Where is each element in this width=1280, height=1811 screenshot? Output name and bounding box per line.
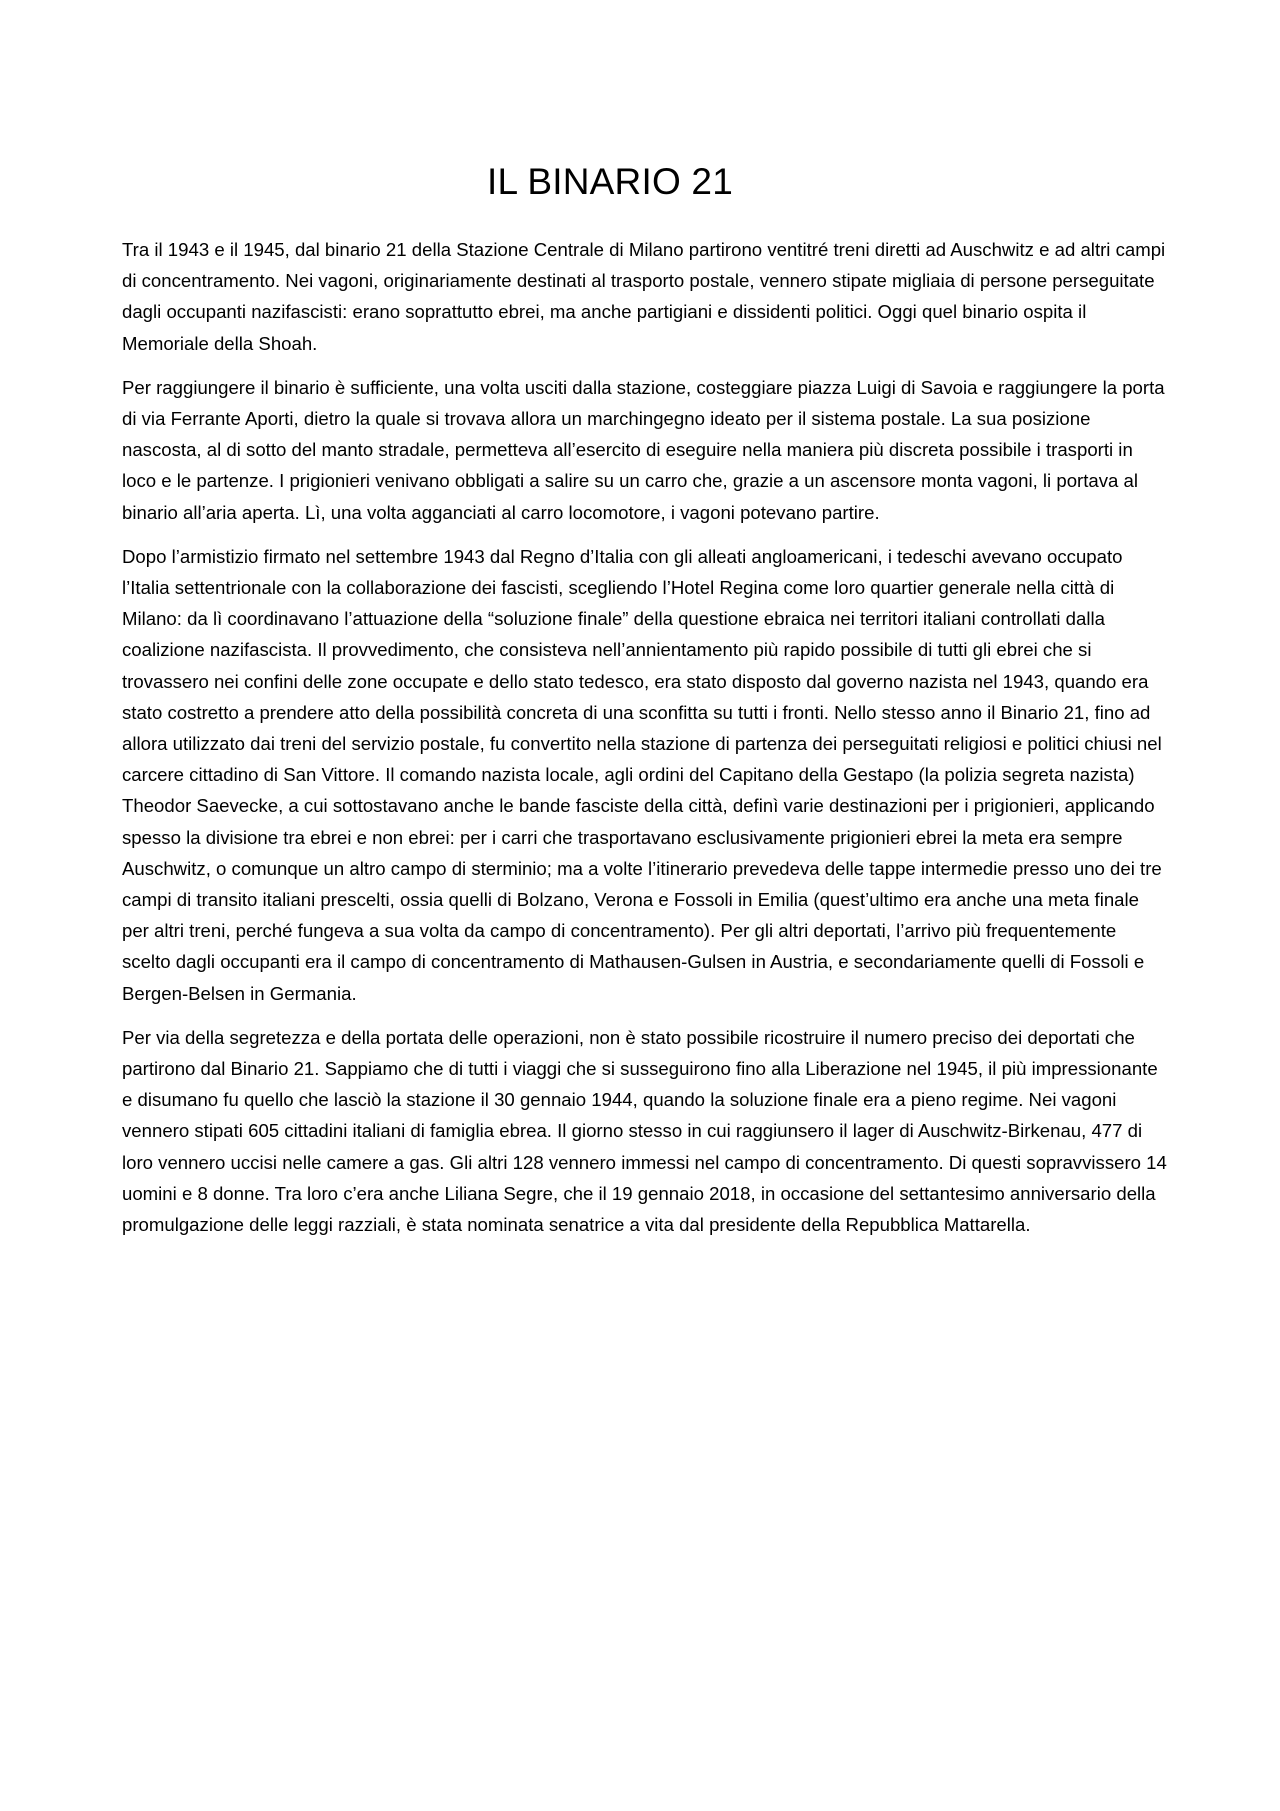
- paragraph-3: Dopo l’armistizio firmato nel settembre 1943 dal Regno d’Italia con gli alleati angloamericani, i tedeschi avevano occupato l’Italia settentrionale con la collaborazione dei fascisti, scegliendo l’Hotel Regina come loro quartier generale nella città di Milano: da lì coordinavano l’attuazione della “soluzione finale” della questione ebraica nei territori italiani controllati dalla coalizione nazifascista. Il provvedimento, che consisteva nell’annientamento più rapido possibile di tutti gli ebrei che si trovassero nei confini delle zone occupate e dello stato tedesco, era stato disposto dal governo nazista nel 1943, quando era stato costretto a prendere atto della possibilità concreta di una sconfitta su tutti i fronti. Nello stesso anno il Binario 21, fino ad allora utilizzato dai treni del servizio postale, fu convertito nella stazione di partenza dei perseguitati religiosi e politici chiusi nel carcere cittadino di San Vittore. Il comando nazista locale, agli ordini del Capitano della Gestapo (la polizia segreta nazista) Theodor Saevecke, a cui sottostavano anche le bande fasciste della città, definì varie destinazioni per i prigionieri, applicando spesso la divisione tra ebrei e non ebrei: per i carri che trasportavano esclusivamente prigionieri ebrei la meta era sempre Auschwitz, o comunque un altro campo di sterminio; ma a volte l’itinerario prevedeva delle tappe intermedie presso uno dei tre campi di transito italiani prescelti, ossia quelli di Bolzano, Verona e Fossoli in Emilia (quest’ultimo era anche una meta finale per altri treni, perché fungeva a sua volta da campo di concentramento). Per gli altri deportati, l’arrivo più frequentemente scelto dagli occupanti era il campo di concentramento di Mathausen-Gulsen in Austria, e secondariamente quelli di Fossoli e Bergen-Belsen in Germania.: [122, 545, 1162, 1004]
- paragraph-2: Per raggiungere il binario è sufficiente, una volta usciti dalla stazione, costeggiare piazza Luigi di Savoia e raggiungere la porta di via Ferrante Aporti, dietro la quale si trovava allora un marchingegno ideato per il sistema postale. La sua posizione nascosta, al di sotto del manto stradale, permetteva all’esercito di eseguire nella maniera più discreta possibile i trasporti in loco e le partenze. I prigionieri venivano obbligati a salire su un carro che, grazie a un ascensore monta vagoni, li portava al binario all’aria aperta. Lì, una volta agganciati al carro locomotore, i vagoni potevano partire.: [122, 376, 1165, 523]
- document-title: IL BINARIO 21: [487, 161, 733, 202]
- paragraph-4: Per via della segretezza e della portata delle operazioni, non è stato possibile ricostruire il numero preciso dei deportati che partirono dal Binario 21. Sappiamo che di tutti i viaggi che si susseguirono fino alla Liberazione nel 1945, il più impressionante e disumano fu quello che lasciò la stazione il 30 gennaio 1944, quando la soluzione finale era a pieno regime. Nei vagoni vennero stipati 605 cittadini italiani di famiglia ebrea. Il giorno stesso in cui raggiunsero il lager di Auschwitz-Birkenau, 477 di loro vennero uccisi nelle camere a gas. Gli altri 128 vennero immessi nel campo di concentramento. Di questi sopravvissero 14 uomini e 8 donne. Tra loro c’era anche Liliana Segre, che il 19 gennaio 2018, in occasione del settantesimo anniversario della promulgazione delle leggi razziali, è stata nominata senatrice a vita dal presidente della Repubblica Mattarella.: [122, 1026, 1167, 1236]
- document-body: [122, 234, 1167, 1253]
- paragraph-1: Tra il 1943 e il 1945, dal binario 21 della Stazione Centrale di Milano partirono ventitré treni diretti ad Auschwitz e ad altri campi di concentramento. Nei vagoni, originariamente destinati al trasporto postale, vennero stipate migliaia di persone perseguitate dagli occupanti nazifascisti: erano soprattutto ebrei, ma anche partigiani e dissidenti politici. Oggi quel binario ospita il Memoriale della Shoah.: [122, 239, 1166, 354]
